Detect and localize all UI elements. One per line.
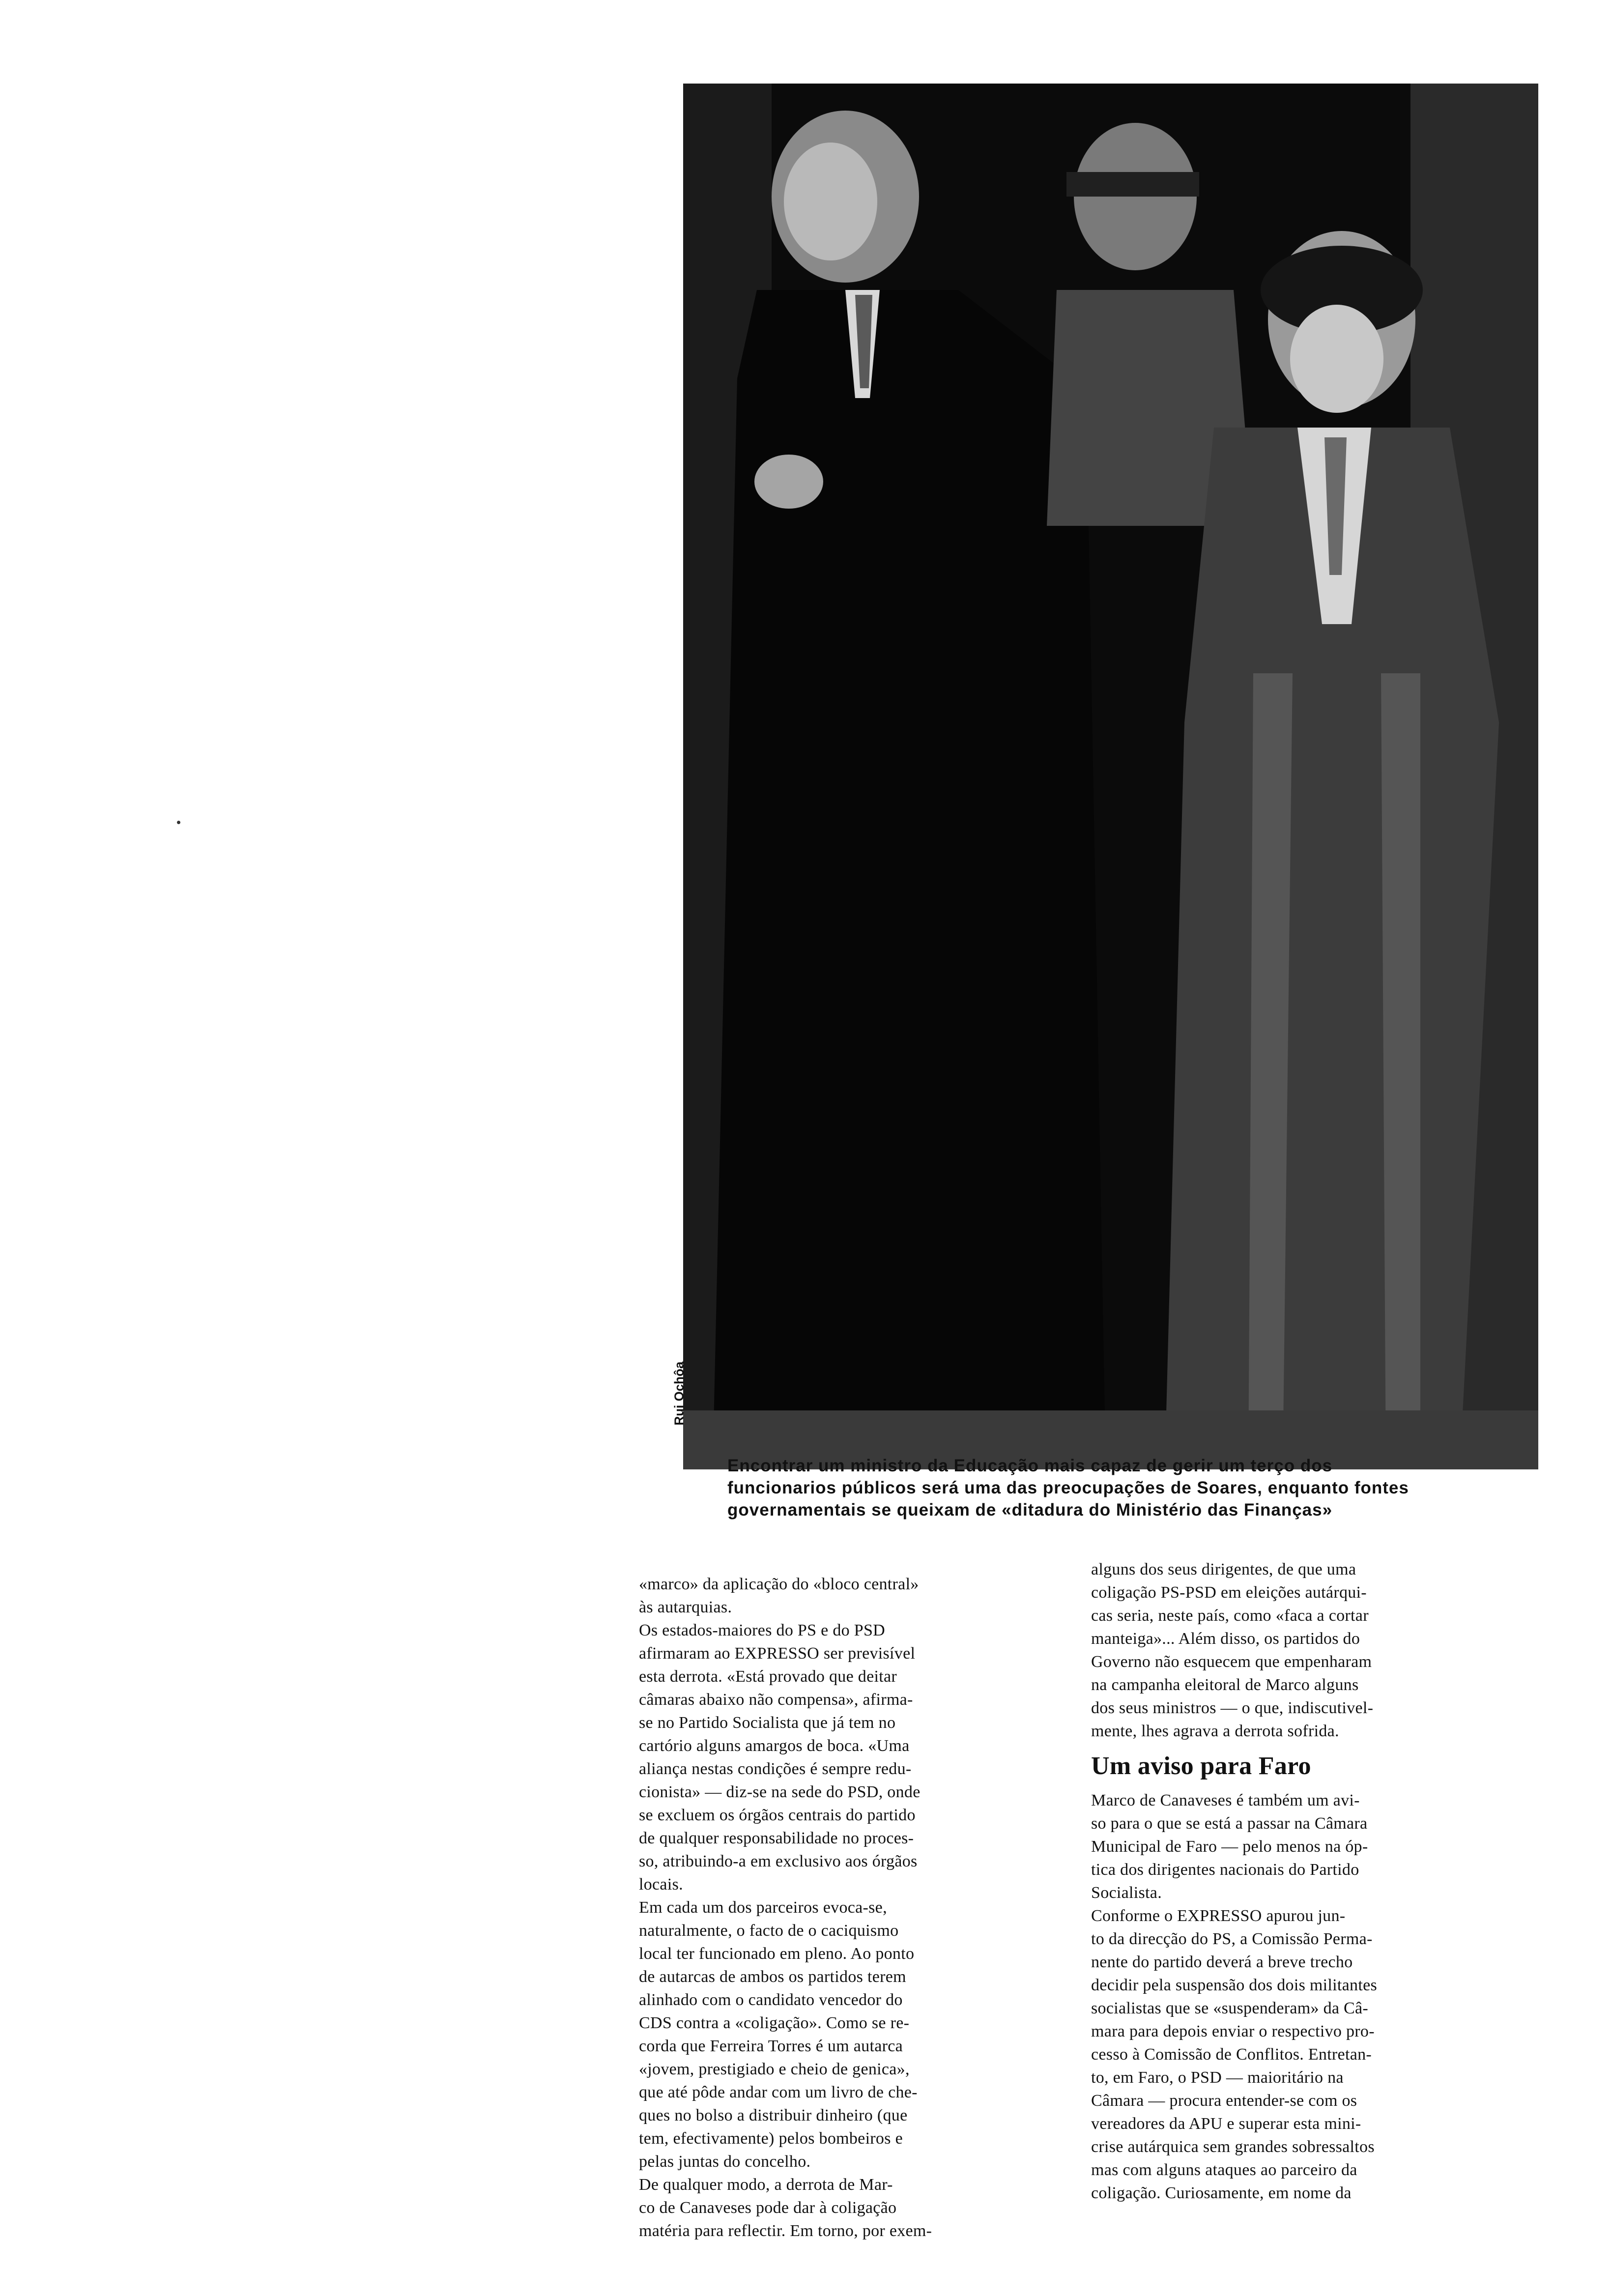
article-line: Em cada um dos parceiros evoca-se, <box>639 1898 887 1917</box>
article-line: Municipal de Faro — pelo menos na óp- <box>1091 1837 1368 1856</box>
article-line: so para o que se está a passar na Câmara <box>1091 1814 1368 1833</box>
article-line: locais. <box>639 1875 683 1894</box>
article-line: coligação PS-PSD em eleições autárqui- <box>1091 1583 1367 1602</box>
scan-speck <box>177 821 180 824</box>
article-line: aliança nestas condições é sempre redu- <box>639 1760 912 1778</box>
article-line: «marco» da aplicação do «bloco central» <box>639 1575 919 1593</box>
article-line: cas seria, neste país, como «faca a cortar <box>1091 1607 1369 1625</box>
article-line: mente, lhes agrava a derrota sofrida. <box>1091 1722 1339 1740</box>
article-line: se excluem os órgãos centrais do partido <box>639 1806 916 1824</box>
article-line: cartório alguns amargos de boca. «Uma <box>639 1737 910 1755</box>
article-line: que até pôde andar com um livro de che- <box>639 2083 918 2101</box>
article-line: vereadores da APU e superar esta mini- <box>1091 2115 1361 2133</box>
photo-figures <box>683 84 1538 1469</box>
article-line: mas com alguns ataques ao parceiro da <box>1091 2161 1357 2179</box>
article-line: socialistas que se «suspenderam» da Câ- <box>1091 1999 1369 2017</box>
article-line: às autarquias. <box>639 1598 732 1616</box>
article-line: alguns dos seus dirigentes, de que uma <box>1091 1560 1356 1578</box>
article-line: to da direcção do PS, a Comissão Perma- <box>1091 1930 1373 1948</box>
article-line: naturalmente, o facto de o caciquismo <box>639 1922 899 1940</box>
article-line: cionista» — diz-se na sede do PSD, onde <box>639 1783 921 1801</box>
article-line: CDS contra a «coligação». Como se re- <box>639 2014 910 2032</box>
article-line: afirmaram ao EXPRESSO ser previsível <box>639 1644 916 1663</box>
article-line: Governo não esquecem que empenharam <box>1091 1653 1372 1671</box>
article-line: esta derrota. «Está provado que deitar <box>639 1667 897 1686</box>
article-line: mara para depois enviar o respectivo pro- <box>1091 2022 1375 2040</box>
article-line: de qualquer responsabilidade no proces- <box>639 1829 914 1847</box>
article-line: corda que Ferreira Torres é um autarca <box>639 2037 903 2055</box>
article-line: ques no bolso a distribuir dinheiro (que <box>639 2106 908 2124</box>
article-subheading: Um aviso para Faro <box>1091 1752 1311 1780</box>
article-line: na campanha eleitoral de Marco alguns <box>1091 1676 1359 1694</box>
article-line: «jovem, prestigiado e cheio de genica», <box>639 2060 910 2078</box>
photo-caption <box>727 1455 1524 1521</box>
article-line: coligação. Curiosamente, em nome da <box>1091 2184 1352 2202</box>
article-line: nente do partido deverá a breve trecho <box>1091 1953 1353 1971</box>
article-line: manteiga»... Além disso, os partidos do <box>1091 1630 1360 1648</box>
article-line: Marco de Canaveses é também um avi- <box>1091 1791 1360 1809</box>
article-column-left <box>639 1573 1057 2242</box>
article-line: co de Canaveses pode dar à coligação <box>639 2199 897 2217</box>
article-line: de autarcas de ambos os partidos terem <box>639 1968 906 1986</box>
article-line: Conforme o EXPRESSO apurou jun- <box>1091 1907 1346 1925</box>
article-line: decidir pela suspensão dos dois militantes <box>1091 1976 1377 1994</box>
article-line: tica dos dirigentes nacionais do Partido <box>1091 1861 1359 1879</box>
article-line: Socialista. <box>1091 1884 1162 1902</box>
caption-line: funcionarios públicos será uma das preocupações de Soares, enquanto fontes <box>727 1478 1409 1497</box>
article-line: pelas juntas do concelho. <box>639 2152 811 2171</box>
article-line: se no Partido Socialista que já tem no <box>639 1714 896 1732</box>
article-line: crise autárquica sem grandes sobressaltos <box>1091 2138 1375 2156</box>
article-line: tem, efectivamente) pelos bombeiros e <box>639 2129 903 2148</box>
article-line: matéria para reflectir. Em torno, por exem- <box>639 2222 932 2240</box>
caption-line: governamentais se queixam de «ditadura do Ministério das Finanças» <box>727 1500 1333 1520</box>
article-line: alinhado com o candidato vencedor do <box>639 1991 903 2009</box>
caption-line: Encontrar um ministro da Educação mais capaz de gerir um terço dos <box>727 1456 1333 1475</box>
article-line: Os estados-maiores do PS e do PSD <box>639 1621 886 1639</box>
article-line: cesso à Comissão de Conflitos. Entretan- <box>1091 2045 1372 2064</box>
article-line: câmaras abaixo não compensa», afirma- <box>639 1691 913 1709</box>
photo-credit: Rui Ochôa <box>671 1361 687 1426</box>
article-line: so, atribuindo-a em exclusivo aos órgãos <box>639 1852 918 1870</box>
article-line: local ter funcionado em pleno. Ao ponto <box>639 1945 915 1963</box>
article-column-right <box>1091 1558 1509 2205</box>
article-line: De qualquer modo, a derrota de Mar- <box>639 2176 893 2194</box>
article-line: to, em Faro, o PSD — maioritário na <box>1091 2068 1344 2087</box>
article-line: Câmara — procura entender-se com os <box>1091 2092 1357 2110</box>
news-photo <box>683 84 1538 1469</box>
article-line: dos seus ministros — o que, indiscutivel- <box>1091 1699 1374 1717</box>
